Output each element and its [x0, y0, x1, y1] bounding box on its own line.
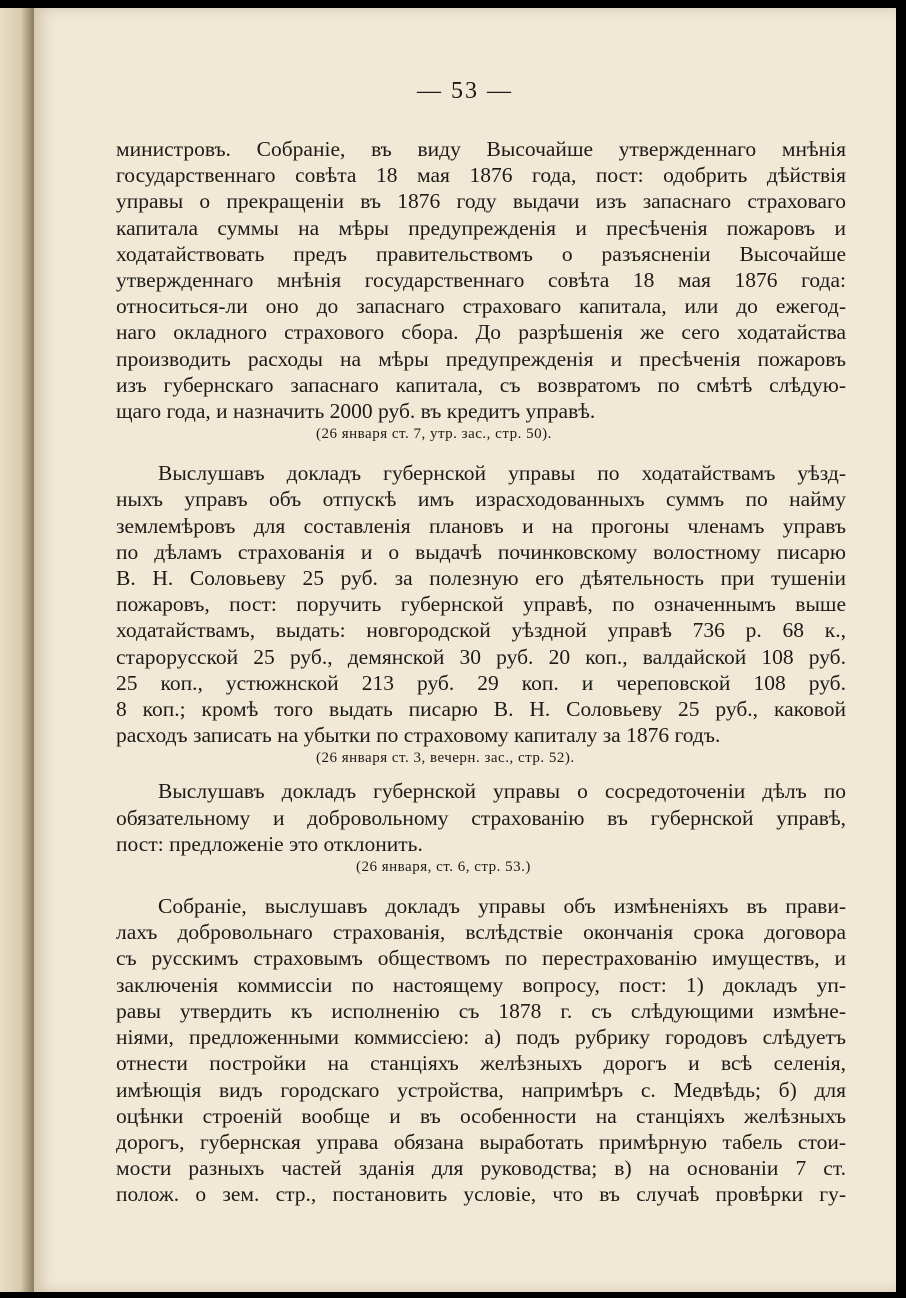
text-line: утвержденнаго мнѣнія государственнаго совѣта 18 мая 1876 года:	[116, 268, 846, 293]
text-line: Выслушавъ докладъ губернской управы о сосредоточеніи дѣлъ по	[158, 779, 846, 804]
text-line: ныхъ управъ объ отпускѣ имъ израсходованныхъ суммъ по найму	[116, 487, 846, 512]
session-reference-1: (26 января ст. 7, утр. зас., стр. 50).	[316, 426, 552, 443]
text-line: управы о прекращеніи въ 1876 году выдачи изъ запаснаго страховаго	[116, 189, 846, 214]
text-line: расходъ записать на убытки по страховому капиталу за 1876 годъ.	[116, 723, 721, 748]
text-line: государственнаго совѣта 18 мая 1876 года, пост: одобрить дѣйствія	[116, 163, 846, 188]
text-line: 25 коп., устюжнской 213 руб. 29 коп. и череповской 108 руб.	[116, 670, 846, 695]
text-line: капитала суммы на мѣры предупрежденія и пресѣченія пожаровъ и	[116, 215, 846, 240]
text-line: дорогъ, губернская управа обязана выработать примѣрную табель стои-	[116, 1129, 846, 1154]
text-line: съ русскимъ страховымъ обществомъ по перестрахованію имуществъ, и	[116, 946, 846, 971]
page-number: — 53 —	[417, 78, 513, 104]
text-line: производить расходы на мѣры предупрежденія и пресѣченія пожаровъ	[116, 346, 846, 371]
text-line: 8 коп.; кромѣ того выдать писарю В. Н. Соловьеву 25 руб., каковой	[116, 697, 846, 722]
text-line: пожаровъ, пост: поручить губернской управѣ, по означеннымъ выше	[116, 592, 846, 617]
text-line: равы утвердить къ исполненію съ 1878 г. съ слѣдующими измѣне-	[116, 998, 846, 1023]
book-page	[34, 8, 896, 1292]
text-line: оцѣнки строеній вообще и въ особенности на станціяхъ желѣзныхъ	[116, 1103, 846, 1128]
text-line: Выслушавъ докладъ губернской управы по ходатайствамъ уѣзд-	[158, 461, 846, 486]
text-line: ходатайствамъ, выдать: новгородской уѣздной управѣ 736 р. 68 к.,	[116, 618, 846, 643]
text-line: землемѣровъ для составленія плановъ и на прогоны членамъ управъ	[116, 513, 846, 538]
text-line: лахъ добровольнаго страхованія, вслѣдствіе окончанія срока договора	[116, 920, 846, 945]
text-line: Собраніе, выслушавъ докладъ управы объ измѣненіяхъ въ прави-	[158, 894, 846, 919]
text-line: наго окладного страхового сбора. До разрѣшенія же сего ходатайства	[116, 320, 846, 345]
text-line: В. Н. Соловьеву 25 руб. за полезную его дѣятельность при тушеніи	[116, 566, 846, 591]
text-line: министровъ. Собраніе, въ виду Высочайше утвержденнаго мнѣнія	[116, 137, 846, 161]
text-line: ніями, предложенными коммиссіею: а) подъ рубрику городовъ слѣдуетъ	[116, 1025, 846, 1050]
text-line: относиться-ли оно до запаснаго страховаго капитала, или до ежегод-	[116, 294, 846, 319]
text-line: старорусской 25 руб., демянской 30 руб. 20 коп., валдайской 108 руб.	[116, 644, 846, 669]
page-body	[116, 136, 846, 1208]
text-line: обязательному и добровольному страхованію въ губернской управѣ,	[116, 805, 846, 830]
text-line: заключенія коммиссіи по настоящему вопросу, пост: 1) докладъ уп-	[116, 972, 846, 997]
session-reference-2: (26 января ст. 3, вечерн. зас., стр. 52).	[316, 750, 575, 767]
text-line: щаго года, и назначить 2000 руб. въ кредитъ управѣ.	[116, 399, 596, 424]
text-line: полож. о зем. стр., постановить условіе, что въ случаѣ провѣрки гу-	[116, 1182, 846, 1207]
text-line: изъ губернскаго запаснаго капитала, съ возвратомъ по смѣтѣ слѣдую-	[116, 372, 846, 397]
book-binding-edge	[0, 8, 34, 1292]
paragraph-1	[116, 136, 846, 424]
text-line: отнести постройки на станціяхъ желѣзныхъ дорогъ и всѣ селенія,	[116, 1051, 846, 1076]
text-line: мости разныхъ частей зданія для руководства; в) на основаніи 7 ст.	[116, 1156, 846, 1181]
text-line: ходатайствовать предъ правительствомъ о разъясненіи Высочайше	[116, 241, 846, 266]
session-reference-3: (26 января, ст. 6, стр. 53.)	[356, 859, 531, 876]
text-line: пост: предложеніе это отклонить.	[116, 831, 423, 856]
paragraph-2	[116, 460, 846, 748]
text-line: по дѣламъ страхованія и о выдачѣ починковскому волостному писарю	[116, 539, 846, 564]
paragraph-3	[116, 778, 846, 857]
paragraph-4	[116, 893, 846, 1207]
text-line: имѣющія видъ городскаго устройства, напримѣръ с. Медвѣдь; б) для	[116, 1077, 846, 1102]
